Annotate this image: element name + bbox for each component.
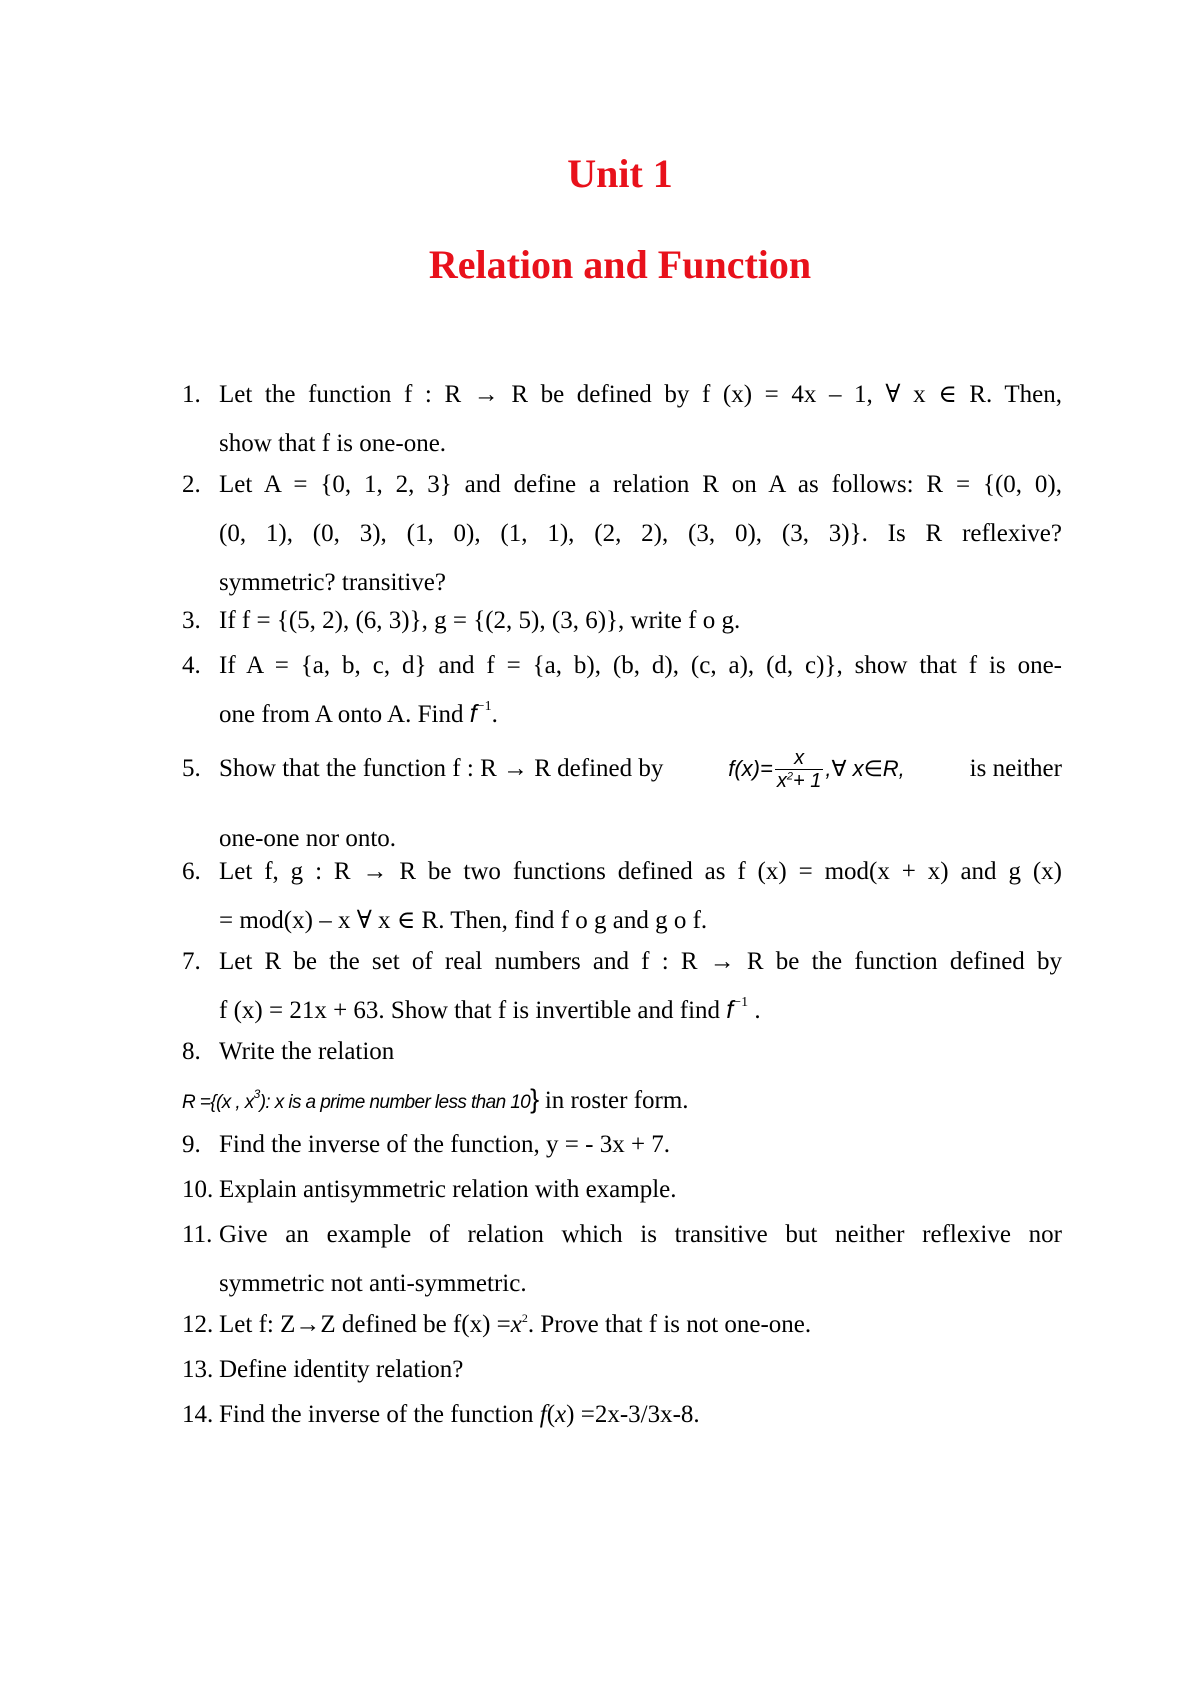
fraction-denominator	[775, 770, 823, 792]
set-open: R ={(x , x	[182, 1092, 254, 1113]
math-symbol: f	[539, 1401, 547, 1428]
page-title: Relation and Function	[428, 242, 812, 287]
question-text: Define identity relation?	[219, 1356, 464, 1383]
question-text: one-one nor onto.	[219, 825, 397, 852]
question-number: 13.	[182, 1356, 214, 1383]
denominator-exponent: 2	[786, 770, 793, 783]
denominator-rest: + 1	[792, 770, 822, 793]
question-7	[182, 937, 1062, 1035]
set-exponent: 3	[253, 1087, 260, 1101]
question-number: 10.	[182, 1176, 214, 1203]
question-number: 11.	[182, 1221, 213, 1248]
question-12	[182, 1300, 1062, 1349]
question-number: 12.	[182, 1311, 214, 1338]
question-text	[219, 1300, 1062, 1349]
question-text: If f = {(5, 2), (6, 3)}, g = {(2, 5), (3, 6)}, write f o g.	[219, 607, 741, 634]
fraction	[775, 747, 823, 792]
question-text-fragment: Find the inverse of the function	[219, 1401, 540, 1428]
question-text-fragment: is neither	[969, 754, 1062, 782]
question-2	[182, 460, 1062, 607]
question-9	[182, 1120, 1062, 1169]
question-text-fragment: .	[748, 997, 761, 1024]
question-1	[182, 370, 1062, 468]
question-text: Let R be the set of real numbers and f : R → R be the function defined by	[219, 948, 1062, 975]
question-number: 7.	[182, 948, 201, 975]
question-text: = mod(x) – x ∀ x ∈ R. Then, find f o g and g o f.	[219, 907, 708, 934]
question-text-fragment: =2x-3/3x-8.	[574, 1401, 700, 1428]
question-text: Find the inverse of the function, y = - 3x + 7.	[219, 1131, 671, 1158]
question-text-fragment: Show that the function f : R → R defined by	[219, 754, 664, 782]
question-text: Let the function f : R → R be defined by f (x) = 4x – 1, ∀ x ∈ R. Then,	[219, 381, 1062, 408]
question-number: 1.	[182, 381, 201, 408]
question-text-fragment: one from A onto A. Find	[219, 701, 470, 728]
math-superscript: 2	[521, 1311, 528, 1325]
set-condition: ): x is a prime number less than 10	[259, 1092, 531, 1113]
question-text: If A = {a, b, c, d} and f = {a, b), (b, d), (c, a), (d, c)}, show that f is one-	[219, 652, 1062, 679]
fraction-numerator: x	[775, 747, 823, 770]
math-symbol: f	[726, 996, 734, 1024]
formula-rhs: ,∀ x∈R,	[825, 755, 905, 781]
question-13	[182, 1345, 1062, 1394]
question-number: 6.	[182, 858, 201, 885]
math-symbol: x	[510, 1311, 522, 1338]
question-text: Explain antisymmetric relation with example.	[219, 1176, 677, 1203]
question-text: (0, 1), (0, 3), (1, 0), (1, 1), (2, 2), (3, 0), (3, 3)}. Is R reflexive?	[219, 520, 1062, 547]
question-text: Give an example of relation which is transitive but neither reflexive nor	[219, 1221, 1062, 1248]
formula-lhs: f(x)=	[728, 755, 773, 781]
question-text-fragment: .	[491, 701, 498, 728]
question-text	[219, 690, 1062, 739]
math-symbol: x	[555, 1401, 567, 1428]
question-number: 3.	[182, 607, 201, 634]
question-text-fragment: . Prove that f is not one-one.	[527, 1311, 812, 1338]
question-6	[182, 847, 1062, 945]
question-8	[182, 1027, 1062, 1076]
math-paren: )	[566, 1401, 575, 1428]
question-number: 14.	[182, 1401, 214, 1428]
question-text: show that f is one-one.	[219, 430, 447, 457]
question-number: 9.	[182, 1131, 201, 1158]
question-text: symmetric? transitive?	[219, 569, 447, 596]
formula	[728, 744, 905, 793]
denominator-base: x	[776, 770, 787, 793]
question-number: 2.	[182, 471, 201, 498]
question-14	[182, 1390, 1062, 1439]
question-4	[182, 641, 1062, 739]
question-text-fragment: in roster form.	[538, 1087, 689, 1114]
question-text: symmetric not anti-symmetric.	[219, 1270, 527, 1297]
question-number: 8.	[182, 1038, 201, 1065]
set-close: }	[530, 1084, 539, 1114]
set-notation	[182, 1084, 539, 1114]
question-text: Write the relation	[219, 1038, 395, 1065]
question-11	[182, 1210, 1062, 1308]
question-3	[182, 596, 1062, 645]
math-paren: (	[546, 1401, 556, 1428]
question-10	[182, 1165, 1062, 1214]
question-text	[219, 1390, 1062, 1439]
unit-heading: Unit 1	[567, 151, 673, 196]
math-symbol: f	[469, 700, 477, 728]
question-number: 4.	[182, 652, 201, 679]
question-text-fragment: f (x) = 21x + 63. Show that f is invertible and find	[219, 997, 727, 1024]
question-text-fragment: Let f: Z→Z defined be f(x) =	[219, 1311, 511, 1338]
question-text: Let f, g : R → R be two functions defined as f (x) = mod(x + x) and g (x)	[219, 858, 1062, 885]
question-text: Let A = {0, 1, 2, 3} and define a relation R on A as follows: R = {(0, 0),	[219, 471, 1062, 498]
math-superscript: −1	[476, 699, 492, 714]
question-5	[182, 736, 1062, 863]
math-superscript: −1	[733, 995, 749, 1010]
question-number: 5.	[182, 755, 201, 782]
